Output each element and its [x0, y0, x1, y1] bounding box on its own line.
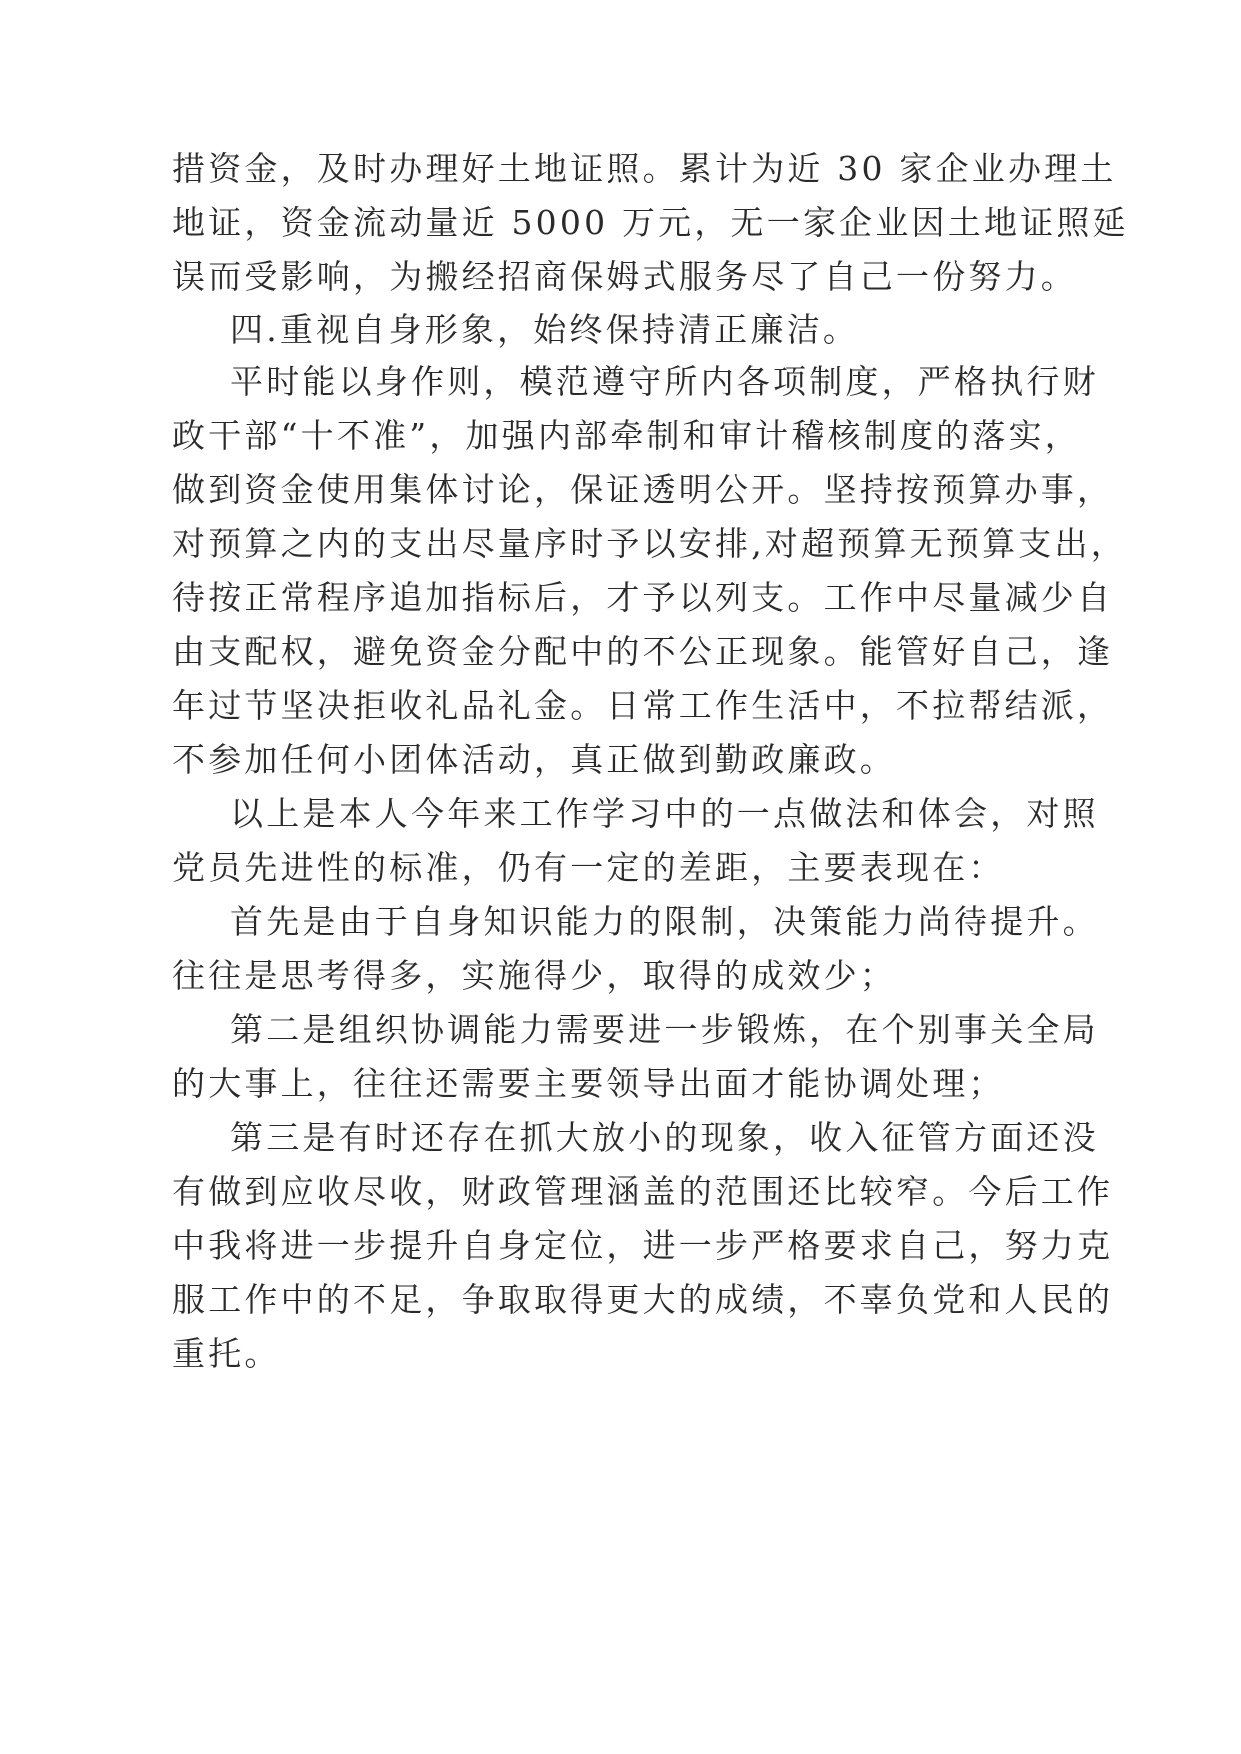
text-line-content: 年过节坚决拒收礼品礼金。日常工作生活中，不拉帮结派，: [172, 686, 1114, 725]
text-line-content: 服工作中的不足，争取取得更大的成绩，不辜负党和人民的: [172, 1280, 1114, 1319]
text-line-content: 往往是思考得多，实施得少，取得的成效少；: [172, 956, 896, 995]
text-line-content: 以上是本人今年来工作学习中的一点做法和体会，对照: [230, 794, 1099, 833]
text-line-content: 由支配权，避免资金分配中的不公正现象。能管好自己，逢: [172, 632, 1114, 671]
text-line-content: 不参加任何小团体活动，真正做到勤政廉政。: [172, 740, 896, 779]
text-line-content: 有做到应收尽收，财政管理涵盖的范围还比较窄。今后工作: [172, 1172, 1114, 1211]
text-line-content: 政干部“十不准”，加强内部牵制和审计稽核制度的落实，: [172, 416, 1081, 455]
text-line-content: 做到资金使用集体讨论，保证透明公开。坚持按预算办事，: [172, 470, 1114, 509]
text-line-content: 重托。: [172, 1334, 281, 1373]
text-line-content: 误而受影响，为搬经招商保姆式服务尽了自己一份努力。: [172, 257, 1077, 296]
text-line-content: 第三是有时还存在抓大放小的现象，收入征管方面还没: [230, 1118, 1099, 1157]
text-line-content: 对预算之内的支出尽量序时予以安排,对超预算无预算支出，: [172, 524, 1127, 563]
text-line-content: 措资金，及时办理好土地证照。累计为近 30 家企业办理土: [172, 149, 1117, 188]
text-line-content: 的大事上，往往还需要主要领导出面才能协调处理；: [172, 1064, 1005, 1103]
text-line-content: 中我将进一步提升自身定位，进一步严格要求自己，努力克: [172, 1226, 1114, 1265]
text-line-content: 地证，资金流动量近 5000 万元，无一家企业因土地证照延: [172, 203, 1129, 242]
text-line-content: 首先是由于自身知识能力的限制，决策能力尚待提升。: [230, 902, 1099, 941]
text-line: [0, 1322, 1241, 1386]
section-heading-text: 四.重视自身形象，始终保持清正廉洁。: [230, 310, 860, 349]
text-line-content: 第二是组织协调能力需要进一步锻炼，在个别事关全局: [230, 1010, 1099, 1049]
text-line-content: 平时能以身作则，模范遵守所内各项制度，严格执行财: [230, 362, 1099, 401]
text-line-content: 待按正常程序追加指标后，才予以列支。工作中尽量减少自: [172, 578, 1114, 617]
text-line-content: 党员先进性的标准，仍有一定的差距，主要表现在：: [172, 848, 1005, 887]
